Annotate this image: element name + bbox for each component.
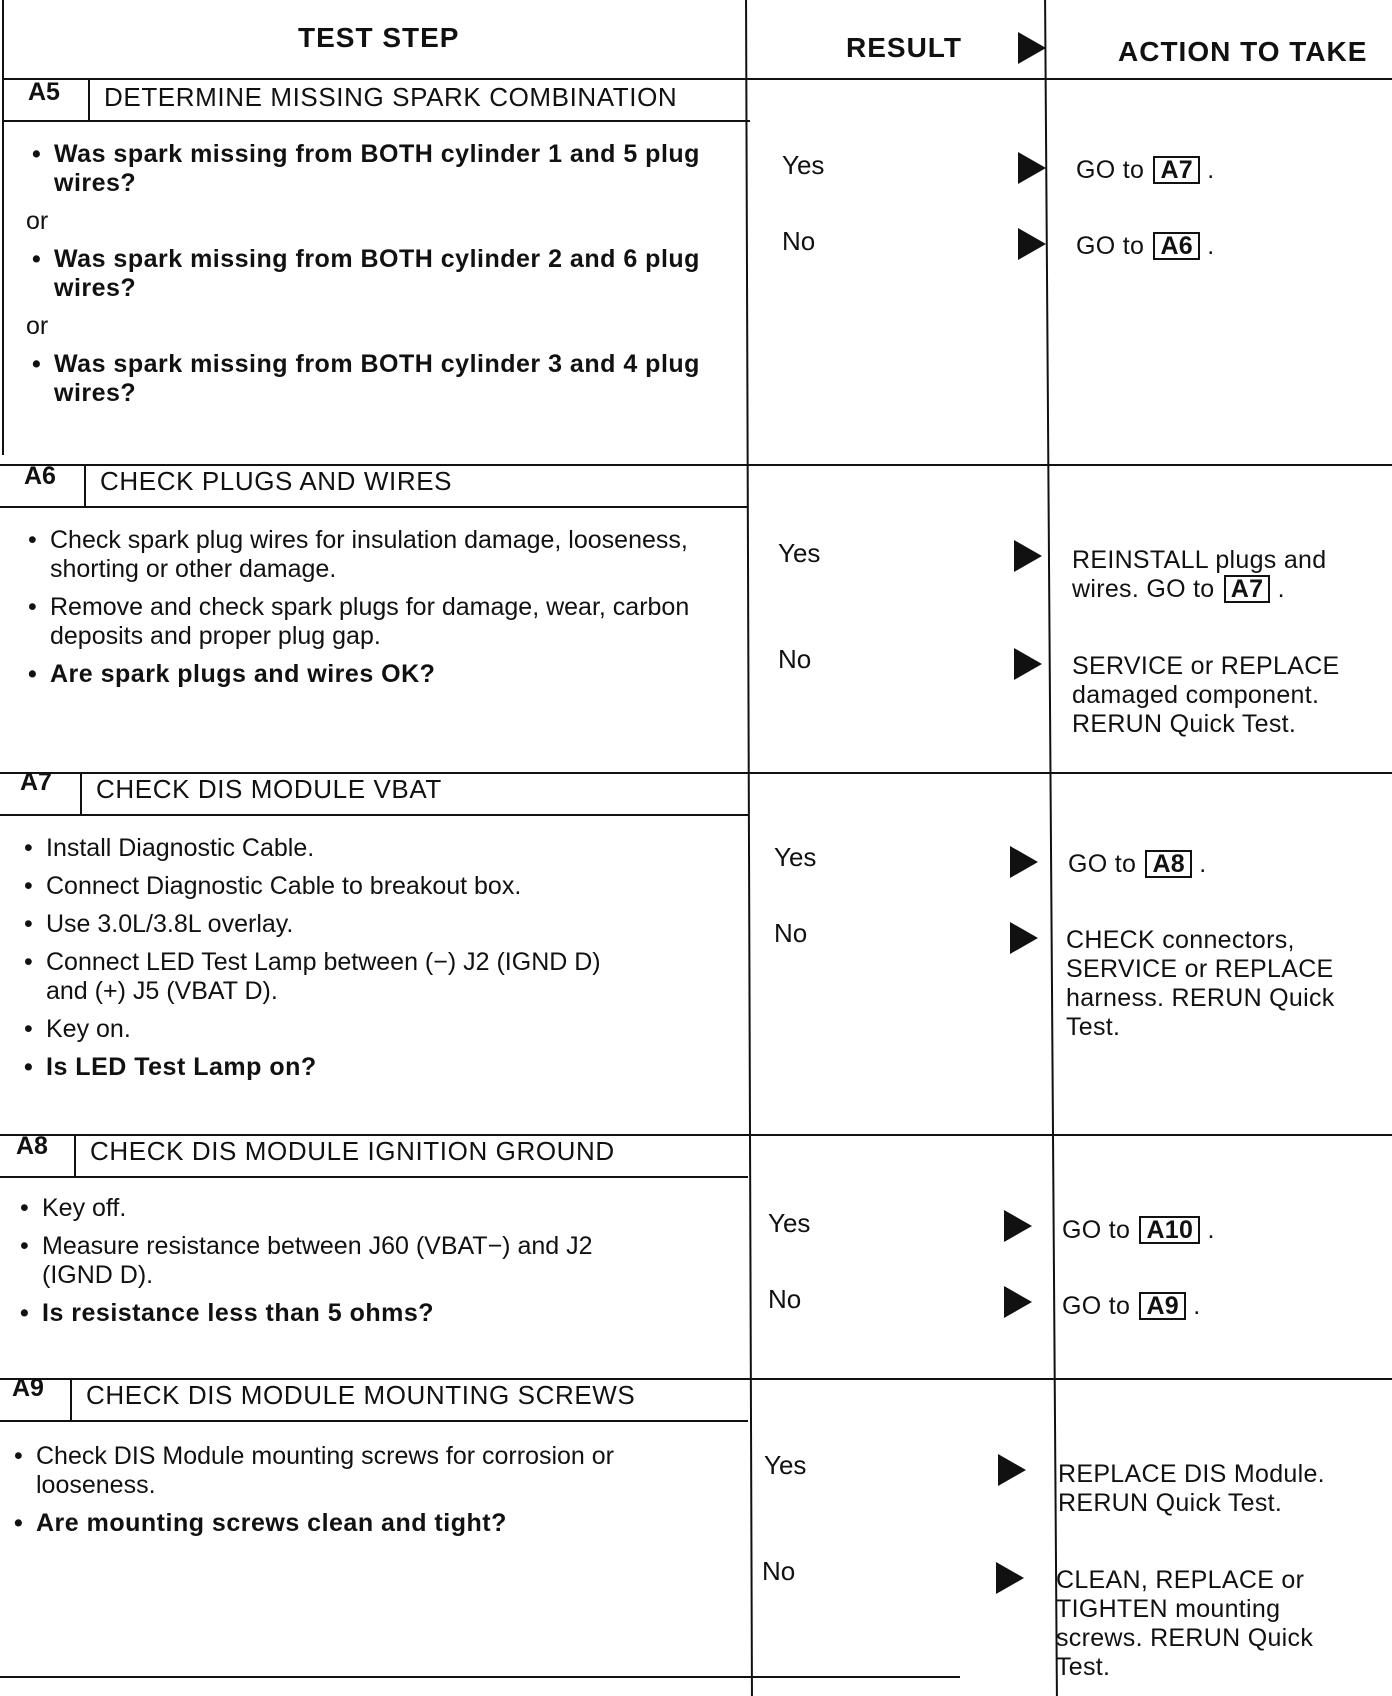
step-bullet: • Remove and check spark plugs for damage, wear, carbon deposits and proper plug gap. [22,593,722,651]
column-divider-step-result [745,0,753,1696]
arrow-icon [998,1454,1026,1486]
step-bullet: • Check spark plug wires for insulation damage, looseness, shorting or other damage. [22,526,722,584]
step-id-divider [74,1134,76,1176]
step-bullet: • Key on. [18,1015,618,1044]
column-divider-result-action [1044,0,1058,1696]
header-test-step: TEST STEP [298,22,460,53]
action-no [1056,1566,1356,1682]
step-bullet: • Install Diagnostic Cable. [18,834,618,863]
arrow-icon [1004,1286,1032,1318]
step-bullet: • Key off. [14,1194,664,1223]
arrow-icon [1018,228,1046,260]
action-suffix: . [1207,156,1215,184]
step-title: DETERMINE MISSING SPARK COMBINATION [104,82,678,112]
result-yes: Yes [774,842,817,872]
step-question: • Are mounting screws clean and tight? [8,1509,668,1538]
action-suffix: . [1199,850,1207,878]
action-text: REPLACE DIS Module. RERUN Quick Test. [1058,1460,1325,1517]
result-yes: Yes [764,1450,807,1480]
step-title: CHECK DIS MODULE VBAT [96,774,442,804]
arrow-icon [1014,540,1042,572]
arrow-icon [996,1562,1024,1594]
action-text: GO to [1068,850,1137,878]
action-yes [1058,1460,1358,1518]
step-bullet: • Check DIS Module mounting screws for corrosion or looseness. [8,1442,668,1500]
action-yes [1062,1216,1382,1245]
action-text: REINSTALL plugs and wires. GO to [1072,546,1327,603]
or-separator: or [26,207,49,235]
step-id-divider [70,1378,72,1420]
step-id-divider [88,78,90,120]
step-title-rule [0,506,748,508]
step-question: • Was spark missing from BOTH cylinder 2 and 6 plug wires? [26,245,716,303]
step-id: A7 [20,768,52,796]
step-bullet: • Connect Diagnostic Cable to breakout box. [18,872,618,901]
action-suffix: . [1193,1292,1201,1320]
step-title-rule [0,814,748,816]
header-rule [2,78,1392,80]
result-yes: Yes [778,538,821,568]
result-no: No [762,1556,796,1586]
step-items [14,1194,664,1337]
step-items [22,526,722,698]
step-bullet: • Measure resistance between J60 (VBAT−) and J2 (IGND D). [14,1232,664,1290]
action-text: GO to [1076,232,1145,260]
step-reference-box: A7 [1153,156,1200,184]
action-suffix: . [1207,232,1215,260]
action-no [1062,1292,1382,1321]
step-title: CHECK DIS MODULE IGNITION GROUND [90,1136,615,1166]
action-yes [1072,546,1372,604]
action-suffix: . [1277,575,1285,603]
bottom-rule [0,1676,960,1678]
result-yes: Yes [782,150,825,180]
result-no: No [778,644,812,674]
arrow-icon [1010,846,1038,878]
step-items [8,1442,668,1547]
action-text: SERVICE or REPLACE damaged component. RERUN Quick Test. [1072,652,1340,738]
action-text: GO to [1076,156,1145,184]
step-bullet: • Use 3.0L/3.8L overlay. [18,910,618,939]
action-text: GO to [1062,1216,1131,1244]
step-id-divider [84,464,86,506]
arrow-icon [1018,152,1046,184]
step-question: • Was spark missing from BOTH cylinder 1 and 5 plug wires? [26,140,716,198]
step-reference-box: A10 [1139,1216,1200,1244]
action-yes [1068,850,1388,879]
step-question: • Are spark plugs and wires OK? [22,660,722,689]
step-question: • Is LED Test Lamp on? [18,1053,618,1082]
action-suffix: . [1207,1216,1215,1244]
step-bullet: • Connect LED Test Lamp between (−) J2 (IGND D) and (+) J5 (VBAT D). [18,948,618,1006]
arrow-icon [1014,648,1042,680]
header-arrow-icon [1018,32,1046,64]
step-id: A8 [16,1132,48,1160]
action-no [1076,232,1392,261]
action-text: CHECK connectors, SERVICE or REPLACE harness. RERUN Quick Test. [1066,926,1335,1041]
action-yes [1076,156,1392,185]
result-no: No [774,918,808,948]
step-reference-box: A7 [1224,575,1271,603]
step-id: A9 [12,1374,44,1402]
step-id: A5 [28,78,60,106]
arrow-icon [1004,1210,1032,1242]
step-title: CHECK PLUGS AND WIRES [100,466,453,496]
step-reference-box: A9 [1139,1292,1186,1320]
header-result: RESULT [846,32,962,63]
action-text: GO to [1062,1292,1131,1320]
step-items [26,140,716,417]
step-question: • Is resistance less than 5 ohms? [14,1299,664,1328]
step-title-rule [0,1176,748,1178]
result-no: No [782,226,816,256]
step-items [18,834,618,1091]
step-reference-box: A6 [1153,232,1200,260]
step-reference-box: A8 [1145,850,1192,878]
header-action: ACTION TO TAKE [1118,36,1368,67]
step-id: A6 [24,462,56,490]
action-text: CLEAN, REPLACE or TIGHTEN mounting screws. RERUN Quick Test. [1056,1566,1314,1681]
result-no: No [768,1284,802,1314]
column-divider-left [2,0,4,455]
action-no [1072,652,1382,739]
arrow-icon [1010,922,1038,954]
step-id-divider [80,772,82,814]
action-no [1066,926,1376,1042]
step-title-rule [2,120,750,122]
step-question: • Was spark missing from BOTH cylinder 3 and 4 plug wires? [26,350,716,408]
step-title-rule [0,1420,748,1422]
or-separator: or [26,312,49,340]
result-yes: Yes [768,1208,811,1238]
step-title: CHECK DIS MODULE MOUNTING SCREWS [86,1380,636,1410]
